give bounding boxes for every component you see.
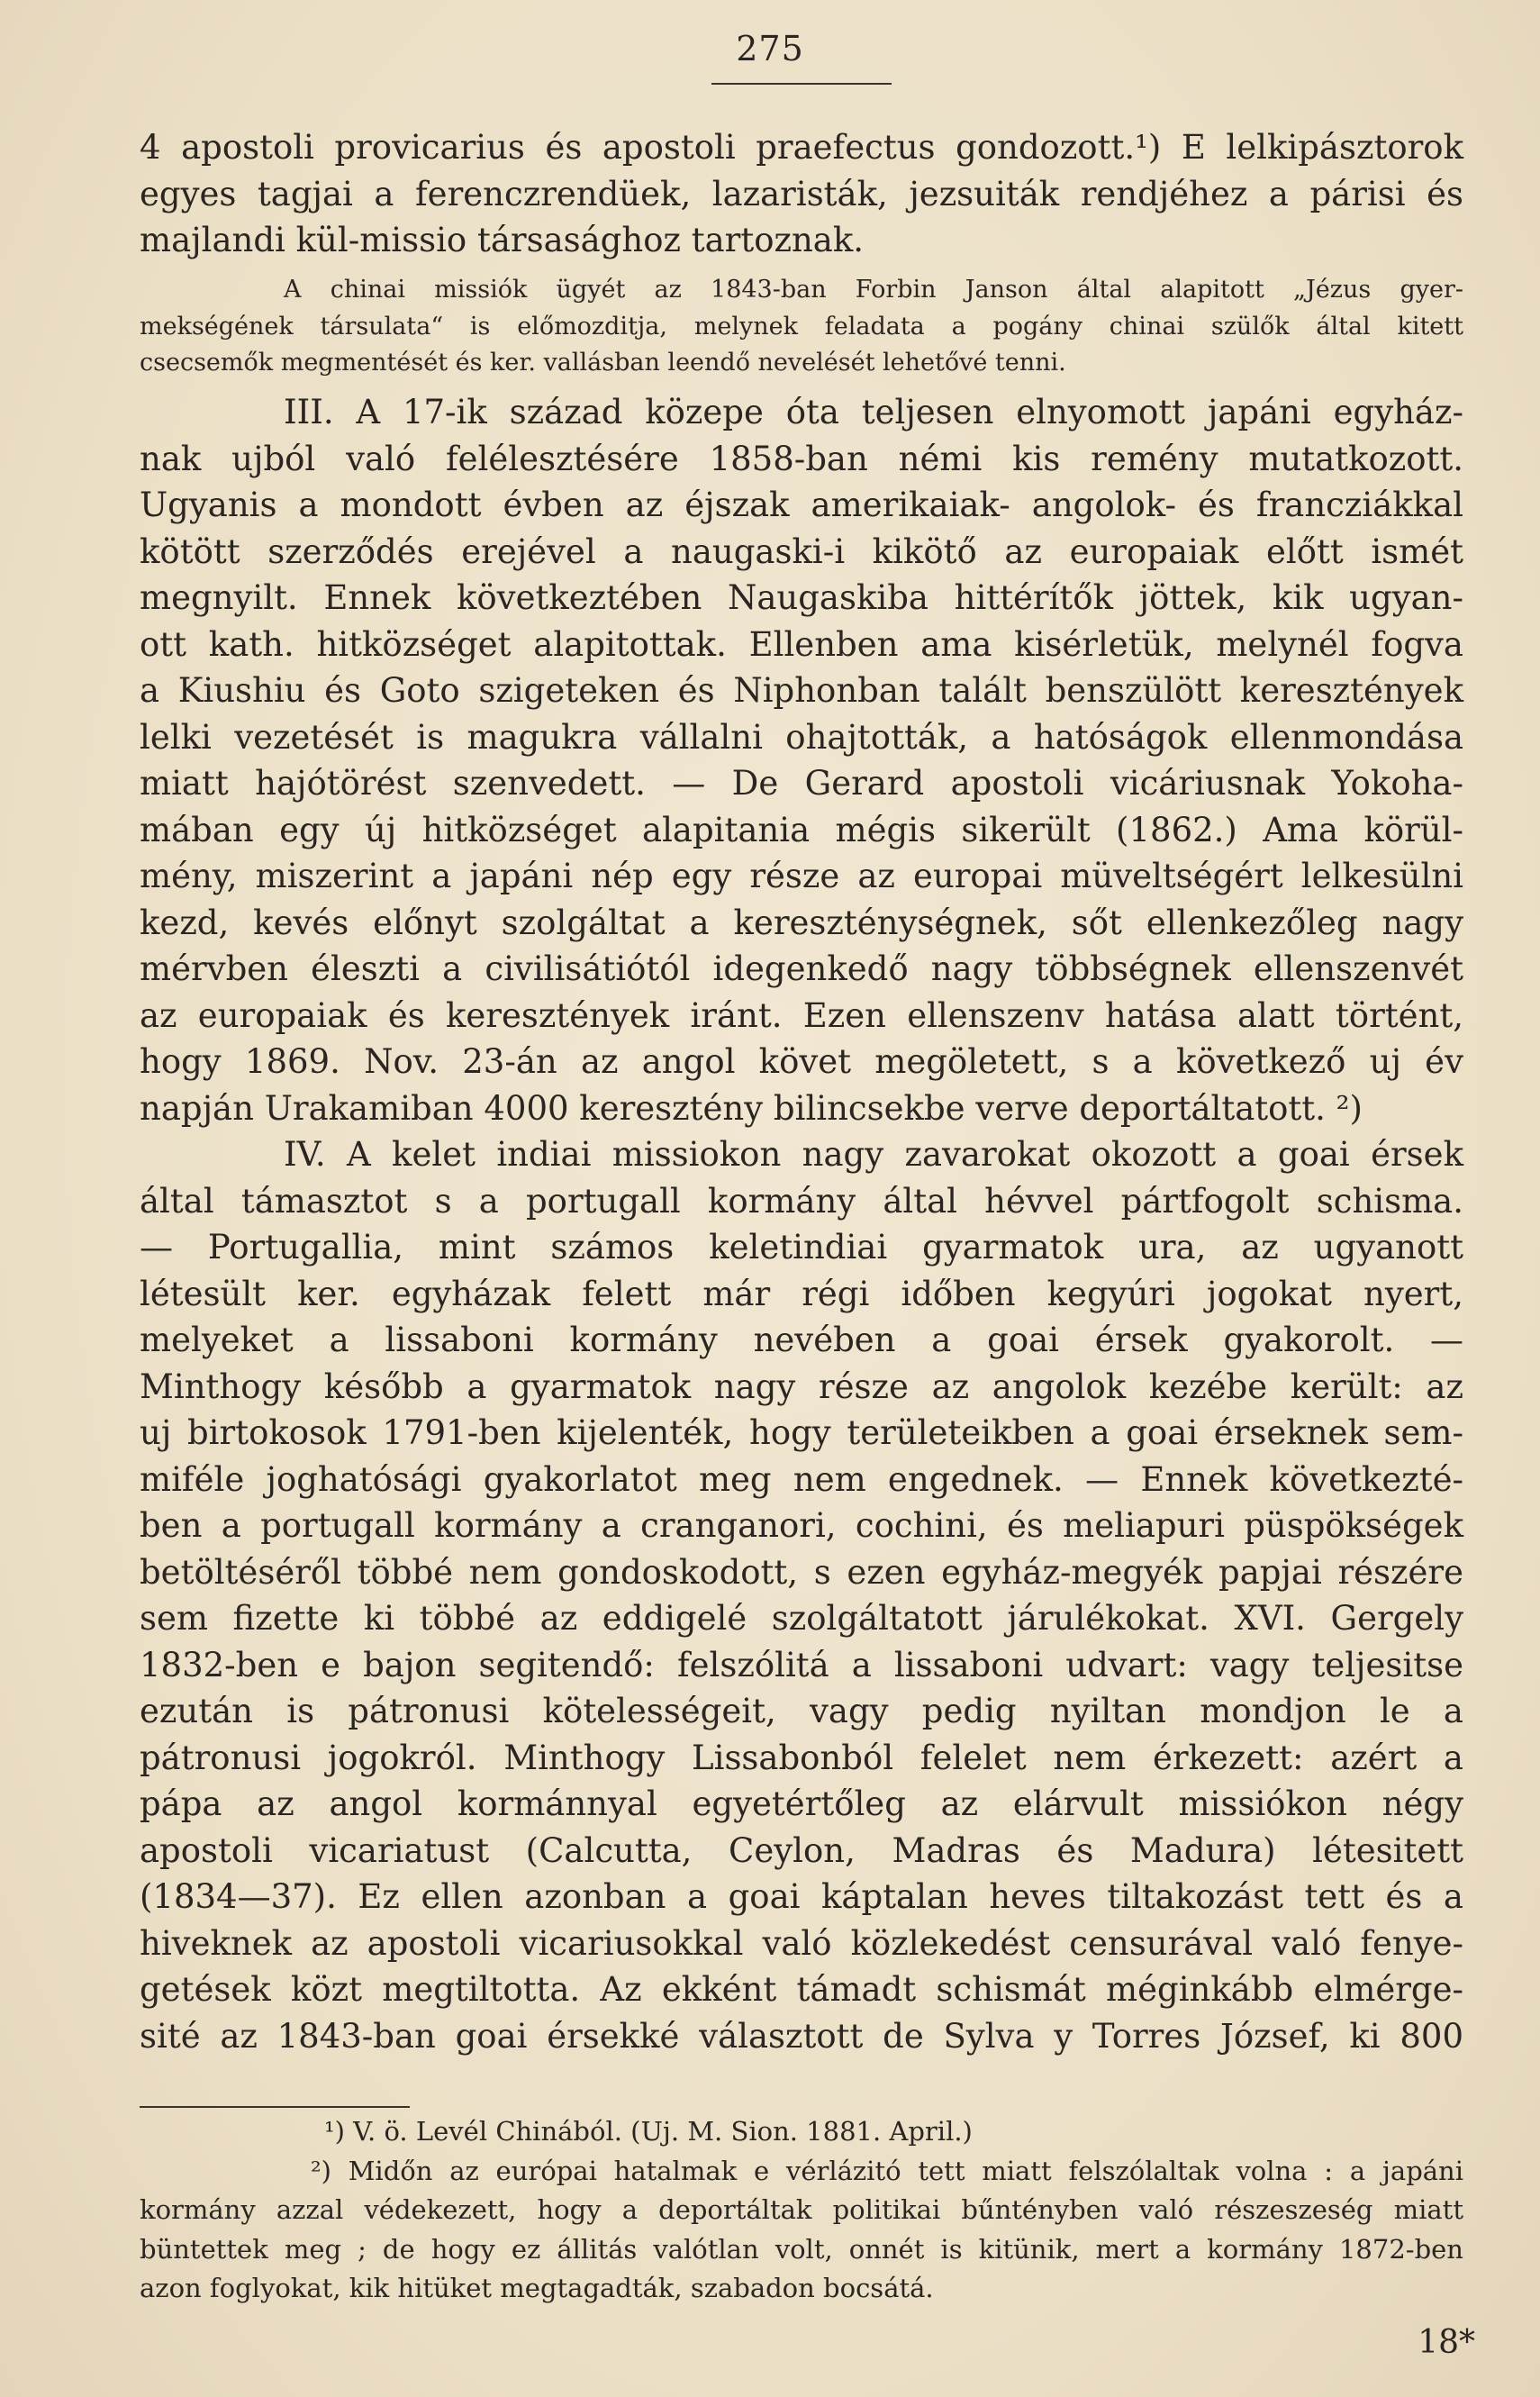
text-line: hogy 1869. Nov. 23-án az angol követ megöletett, s a következő uj év [140,1042,1463,1081]
body-text-intro [140,124,1463,264]
footnote-rule [140,2106,410,2108]
text-line: ben a portugall kormány a cranganori, cochini, és meliapuri püspökségek [140,1506,1463,1545]
section-iii-first-line: III. A 17-ik század közepe óta teljesen elnyomott japáni egyház- [284,393,1463,431]
text-line: a Kiushiu és Goto szigeteken és Niphonban talált benszülött keresztények [140,671,1463,710]
text-line: kötött szerződés erejével a naugaski-i kikötő az europaiak előtt ismét [140,531,1463,571]
text-line: napján Urakamiban 4000 keresztény bilincsekbe verve deportáltatott. ²) [140,1088,1363,1128]
text-line: az europaiak és keresztények iránt. Ezen ellenszenv hatása alatt történt, [140,995,1463,1035]
text-line: 4 apostoli provicarius és apostoli praefectus gondozott.¹) E lelkipásztorok [140,128,1463,167]
text-line: majlandi kül-missio társasághoz tartoznak. [140,221,865,259]
text-line: nak ujból való felélesztésére 1858-ban némi kis remény mutatkozott. [140,439,1463,478]
text-line: miatt hajótörést szenvedett. — De Gerard apostoli vicáriusnak Yokoha- [140,764,1463,803]
text-line: egyes tagjai a ferenczrendüek, lazaristák, jezsuiták rendjéhez a párisi és [140,174,1463,213]
text-line: által támasztot s a portugall kormány által hévvel pártfogolt schisma. [140,1181,1463,1221]
footnote-1: ¹) V. ö. Levél Chinából. (Uj. M. Sion. 1881. April.) [324,2116,973,2147]
text-line: mában egy új hitközséget alapitania mégis sikerült (1862.) Ama körül- [140,810,1463,849]
text-line: A chinai missiók ügyét az 1843-ban Forbin Janson által alapitott „Jézus gyer- [284,276,1463,304]
text-line: betöltéséről többé nem gondoskodott, s ezen egyház-megyék papjai részére [140,1552,1463,1592]
text-line: ezután is pátronusi kötelességeit, vagy pedig nyiltan mondjon le a [140,1692,1463,1730]
text-line: mekségének társulata“ is előmozditja, melynek feladata a pogány chinai szülők által kitett [140,312,1463,340]
footnote-2-line: ²) Midőn az európai hatalmak e vérlázitó tett miatt felszólaltak volna : a japáni [311,2155,1463,2186]
text-line: mérvben éleszti a civilisátiótól idegenkedő nagy többségnek ellenszenvét [140,949,1463,988]
section-iv-first-line: IV. A kelet indiai missiokon nagy zavarokat okozott a goai érsek [284,1135,1463,1174]
body-text-main [140,389,1463,2059]
text-line: — Portugallia, mint számos keletindiai gyarmatok ura, az ugyanott [140,1228,1463,1267]
text-line: ott kath. hitközséget alapitottak. Ellenben ama kisérletük, melynél fogva [140,624,1463,664]
text-line: sem fizette ki többé az eddigelé szolgáltatott járulékokat. XVI. Gergely [140,1599,1463,1638]
header-rule [711,83,892,85]
footnote-2-line: büntettek meg ; de hogy ez állitás valótlan volt, onnét is kitünik, mert a kormány 1872-ben [140,2233,1463,2265]
text-line: Minthogy később a gyarmatok nagy része az angolok kezébe került: az [140,1366,1463,1406]
text-line: megnyilt. Ennek következtében Naugaskiba hittérítők jöttek, kik ugyan- [140,578,1463,617]
text-line: uj birtokosok 1791-ben kijelenték, hogy területeikben a goai érseknek sem- [140,1413,1463,1452]
signature-mark: 18* [1418,2324,1475,2361]
footnote-2-line: azon foglyokat, kik hitüket megtagadták, szabadon bocsátá. [140,2273,934,2303]
text-line: apostoli vicariatust (Calcutta, Ceylon, Madras és Madura) létesitett [140,1830,1463,1870]
text-line: miféle joghatósági gyakorlatot meg nem engednek. — Ennek következté- [140,1459,1463,1499]
page-number: 275 [736,29,804,68]
text-line: létesült ker. egyházak felett már régi időben kegyúri jogokat nyert, [140,1274,1463,1313]
text-line: melyeket a lissaboni kormány nevében a goai érsek gyakorolt. — [140,1321,1463,1359]
small-print-note [140,272,1463,382]
text-line: pátronusi jogokról. Minthogy Lissabonból felelet nem érkezett: azért a [140,1738,1463,1777]
text-line: sité az 1843-ban goai érsekké választott de Sylva y Torres József, ki 800 [140,2016,1463,2056]
text-line: hiveknek az apostoli vicariusokkal való közlekedést censurával való fenye- [140,1923,1463,1963]
text-line: csecsemők megmentését és ker. vallásban leendő nevelését lehetővé tenni. [140,349,1066,377]
footnote-2-line: kormány azzal védekezett, hogy a deportáltak politikai bűntényben való részeszeség miatt [140,2194,1463,2225]
text-line: lelki vezetését is magukra vállalni ohajtották, a hatóságok ellenmondása [140,717,1463,757]
text-line: (1834—37). Ez ellen azonban a goai káptalan heves tiltakozást tett és a [140,1877,1463,1916]
text-line: 1832-ben e bajon segitendő: felszólitá a lissaboni udvart: vagy teljesitse [140,1645,1463,1684]
text-line: Ugyanis a mondott évben az éjszak amerikaiak- angolok- és francziákkal [140,486,1463,524]
text-line: getések közt megtiltotta. Az ekként támadt schismát méginkább elmérge- [140,1970,1463,2009]
text-line: mény, miszerint a japáni nép egy része az europai müveltségért lelkesülni [140,857,1463,895]
footnotes [140,2112,1463,2309]
text-line: kezd, kevés előnyt szolgáltat a kereszténységnek, sőt ellenkezőleg nagy [140,903,1463,942]
text-line: pápa az angol kormánnyal egyetértőleg az elárvult missiókon négy [140,1784,1463,1823]
